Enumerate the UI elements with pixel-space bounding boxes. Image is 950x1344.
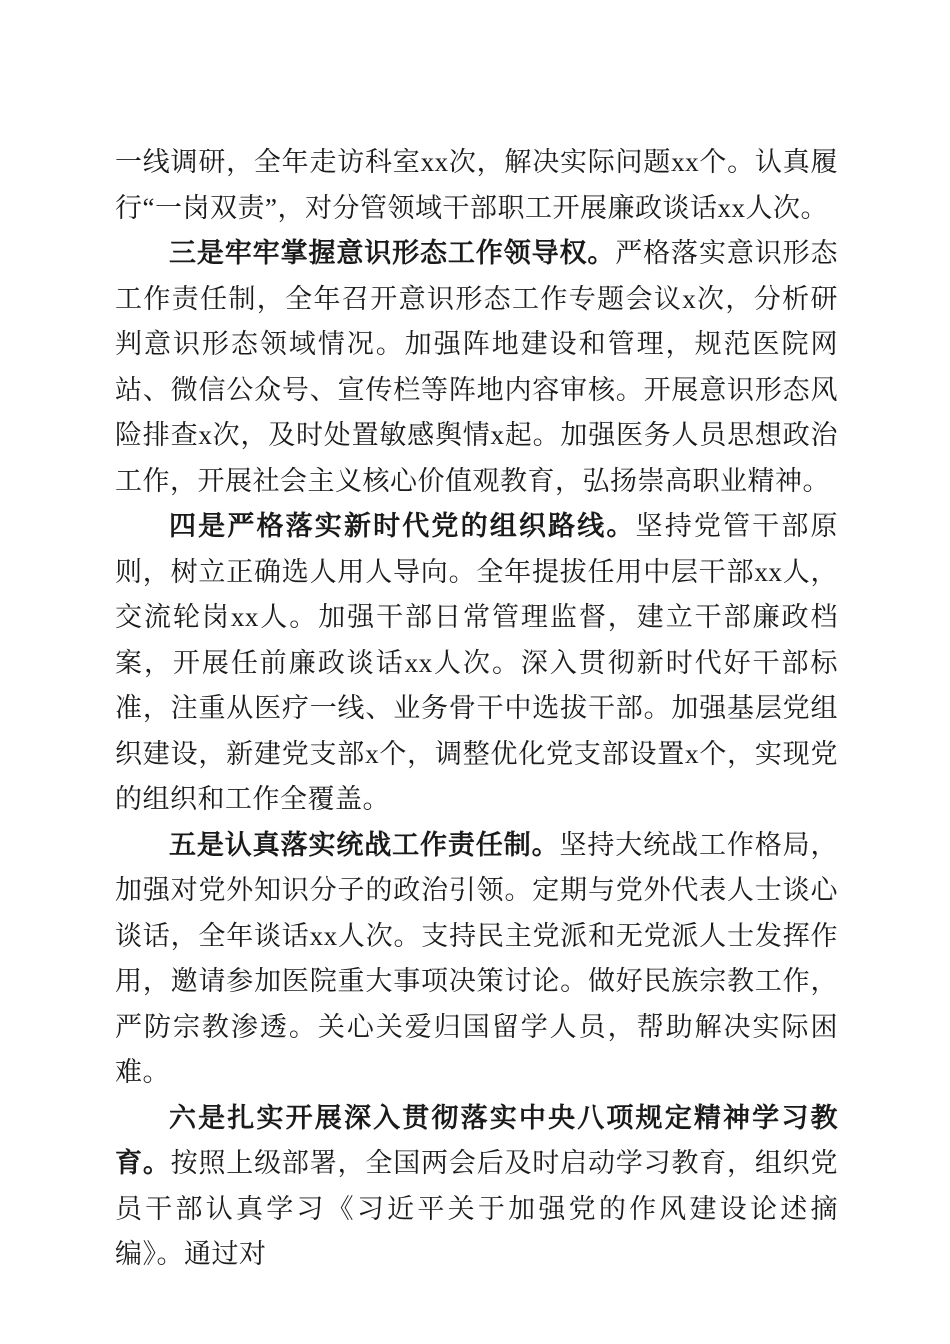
paragraph-text: 坚持党管干部原则，树立正确选人用人导向。全年提拔任用中层干部xx人，交流轮岗xx人。加强干部日常管理监督，建立干部廉政档案，开展任前廉政谈话xx人次。深入贯彻新时代好干部标准，注重从医疗一线、业务骨干中选拔干部。加强基层党组织建设，新建党支部x个，调整优化党支部设置x个，实现党的组织和工作全覆盖。 [115, 511, 839, 814]
paragraph [115, 504, 838, 823]
paragraph [115, 1096, 838, 1278]
paragraph [115, 140, 838, 231]
paragraph [115, 823, 838, 1096]
paragraph-text: 按照上级部署，全国两会后及时启动学习教育，组织党员干部认真学习《习近平关于加强党的作风建设论述摘编》。通过对 [115, 1148, 838, 1269]
document-body [115, 140, 838, 1278]
paragraph-lead: 五是认真落实统战工作责任制。 [169, 829, 560, 860]
paragraph-text: 坚持大统战工作格局，加强对党外知识分子的政治引领。定期与党外代表人士谈心谈话，全年谈话xx人次。支持民主党派和无党派人士发挥作用，邀请参加医院重大事项决策讨论。做好民族宗教工作，严防宗教渗透。关心关爱归国留学人员，帮助解决实际困难。 [115, 829, 839, 1087]
paragraph-lead: 三是牢牢掌握意识形态工作领导权。 [169, 238, 616, 268]
paragraph [115, 231, 838, 504]
paragraph-text: 一线调研，全年走访科室xx次，解决实际问题xx个。认真履行“一岗双责”，对分管领域干部职工开展廉政谈话xx人次。 [115, 147, 838, 223]
paragraph-lead: 四是严格落实新时代党的组织路线。 [169, 511, 636, 541]
paragraph-lead: 六是扎实开展深入贯彻落实中央八项规定精神学习教育。 [115, 1102, 838, 1178]
paragraph-text: 严格落实意识形态工作责任制，全年召开意识形态工作专题会议x次，分析研判意识形态领域情况。加强阵地建设和管理，规范医院网站、微信公众号、宣传栏等阵地内容审核。开展意识形态风险排查x次，及时处置敏感舆情x起。加强医务人员思想政治工作，开展社会主义核心价值观教育，弘扬崇高职业精神。 [115, 238, 839, 496]
